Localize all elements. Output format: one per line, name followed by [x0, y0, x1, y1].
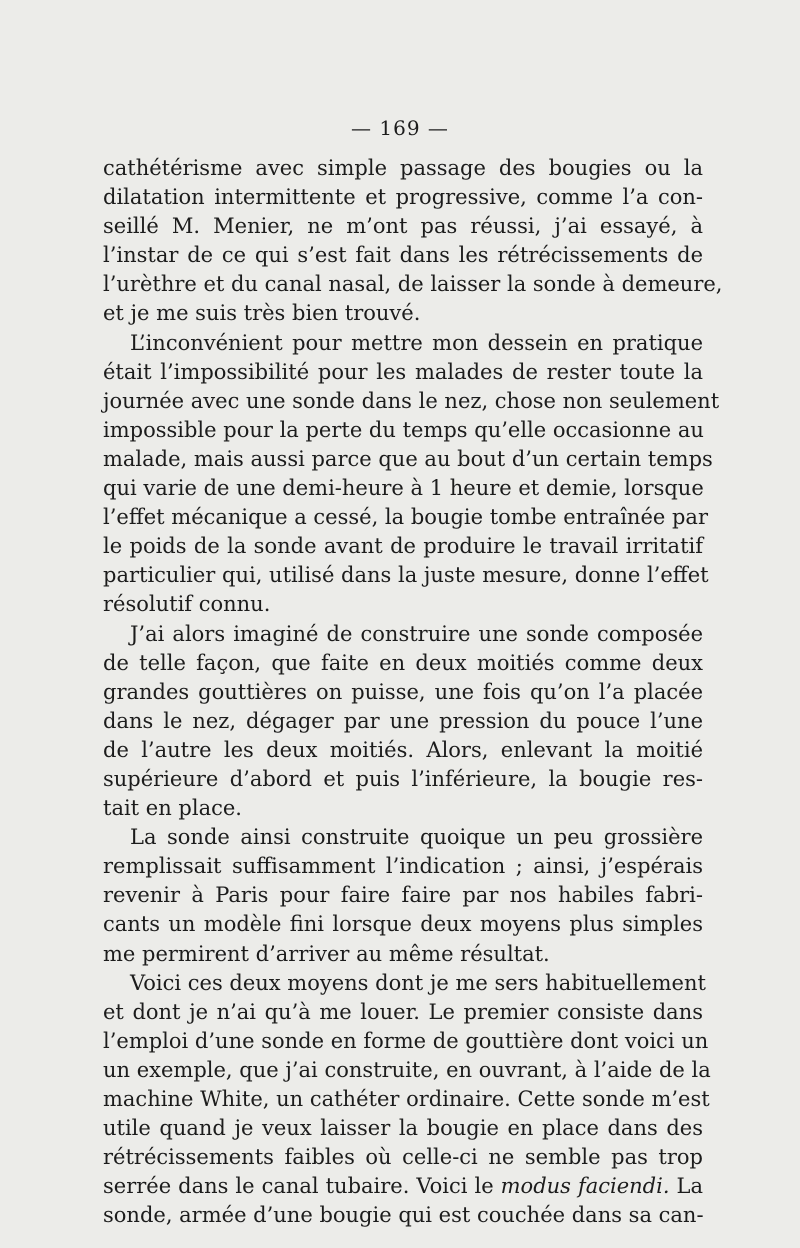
text-line: L’inconvénient pour mettre mon dessein en pratique	[130, 330, 703, 355]
text-line: Voici ces deux moyens dont je me sers habituellement	[130, 970, 706, 995]
text-line: un exemple, que j’ai construite, en ouvrant, à l’aide de la	[103, 1057, 711, 1082]
text-line: journée avec une sonde dans le nez, chose non seulement	[103, 388, 720, 413]
text-line: impossible pour la perte du temps qu’elle occasionne au	[103, 417, 704, 442]
text-line: rétrécissements faibles où celle-ci ne semble pas trop	[103, 1145, 703, 1170]
text-line: utile quand je veux laisser la bougie en place dans des	[103, 1116, 703, 1141]
text-line-mixed	[103, 1172, 703, 1201]
text-line: malade, mais aussi parce que au bout d’un certain temps	[103, 446, 713, 471]
text-line: le poids de la sonde avant de produire le travail irritatif	[103, 534, 703, 559]
text-line: remplissait suffisamment l’indication ; ainsi, j’espérais	[103, 854, 703, 879]
text-line: était l’impossibilité pour les malades de rester toute la	[103, 359, 703, 384]
text-run: La	[669, 1174, 703, 1199]
text-line: dilatation intermittente et progressive, comme l’a con-	[103, 185, 703, 210]
text-line: l’effet mécanique a cessé, la bougie tombe entraînée par	[103, 505, 708, 530]
text-line: de telle façon, que faite en deux moitiés comme deux	[103, 650, 703, 675]
text-line: et je me suis très bien trouvé.	[103, 301, 421, 326]
text-run: serrée dans le canal tubaire. Voici le	[103, 1174, 501, 1199]
text-line: grandes gouttières on puisse, une fois qu’on l’a placée	[103, 679, 703, 704]
text-line: La sonde ainsi construite quoique un peu grossière	[130, 825, 703, 850]
text-line: machine White, un cathéter ordinaire. Cette sonde m’est	[103, 1087, 710, 1111]
text-line: cants un modèle fini lorsque deux moyens plus simples	[103, 912, 703, 937]
text-line: J’ai alors imaginé de construire une sonde composée	[130, 621, 703, 646]
text-line: particulier qui, utilisé dans la juste mesure, donne l’effet	[103, 563, 709, 588]
text-line: de l’autre les deux moitiés. Alors, enlevant la moitié	[103, 737, 703, 762]
text-line: supérieure d’abord et puis l’inférieure, la bougie res-	[103, 766, 703, 791]
text-line: l’emploi d’une sonde en forme de gouttière dont voici un	[103, 1028, 709, 1053]
text-line: l’urèthre et du canal nasal, de laisser la sonde à demeure,	[103, 272, 723, 297]
body-text	[103, 154, 723, 1230]
text-line: revenir à Paris pour faire faire par nos habiles fabri-	[103, 883, 703, 908]
text-line: l’instar de ce qui s’est fait dans les rétrécissements de	[103, 243, 703, 268]
text-line: sonde, armée d’une bougie qui est couchée dans sa can-	[103, 1203, 704, 1228]
text-line: qui varie de une demi-heure à 1 heure et demie, lorsque	[103, 476, 704, 501]
text-line: et dont je n’ai qu’à me louer. Le premier consiste dans	[103, 999, 703, 1024]
text-line: seillé M. Menier, ne m’ont pas réussi, j’ai essayé, à	[103, 214, 703, 239]
text-line: cathétérisme avec simple passage des bougies ou la	[103, 156, 703, 180]
text-line: résolutif connu.	[103, 592, 271, 617]
text-line: me permirent d’arriver au même résultat.	[103, 941, 550, 966]
text-line: tait en place.	[103, 796, 242, 821]
text-line: dans le nez, dégager par une pression du pouce l’une	[103, 708, 703, 733]
page-number: — 169 —	[351, 116, 449, 140]
italic-phrase: modus faciendi.	[500, 1174, 670, 1199]
